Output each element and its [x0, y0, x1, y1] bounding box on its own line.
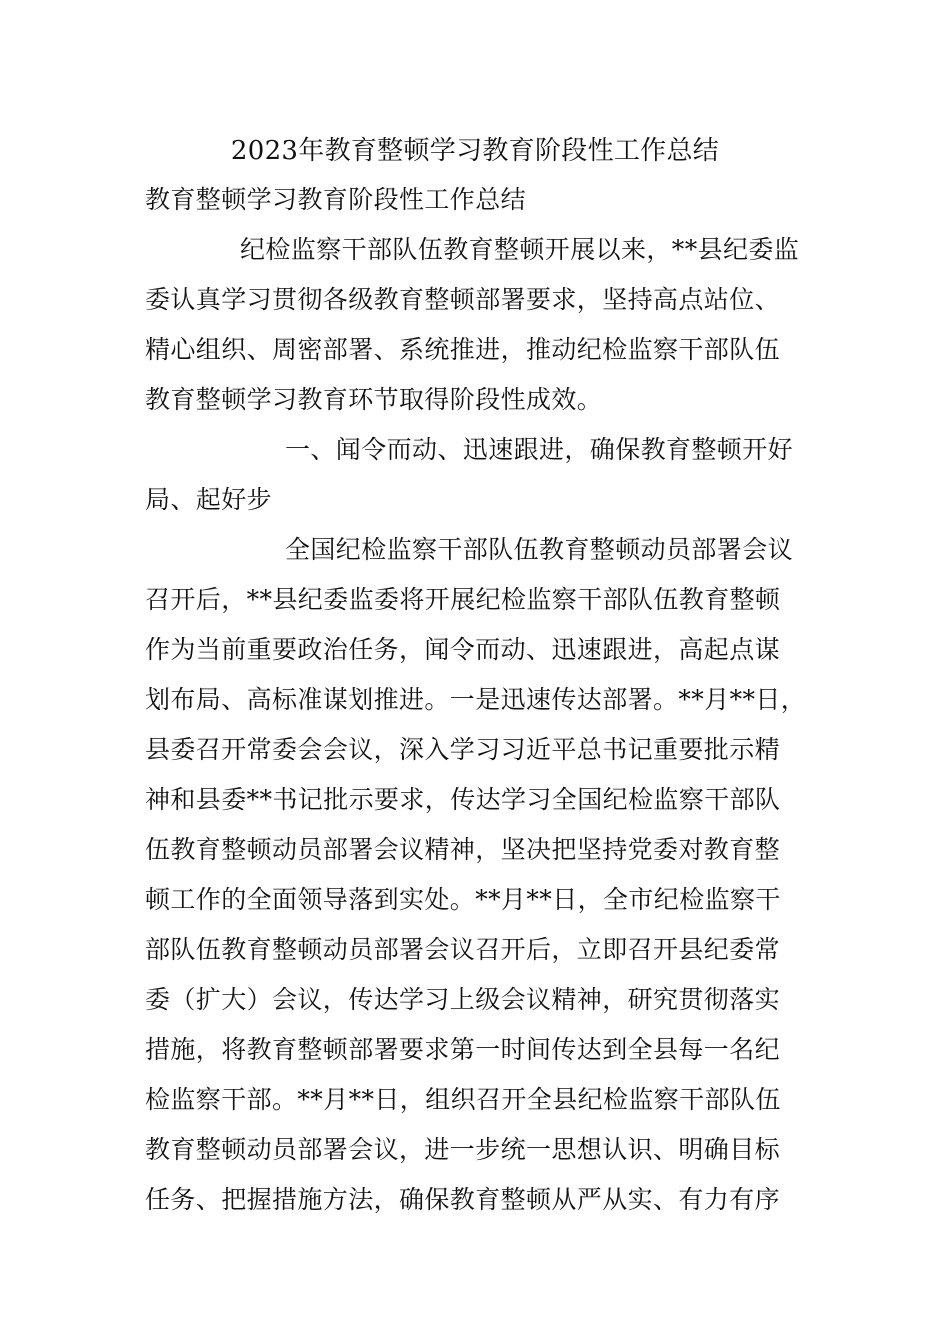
- document-title: 2023年教育整顿学习教育阶段性工作总结: [230, 136, 720, 166]
- heading-line: 一、闻令而动、迅速跟进，确保教育整顿开好: [285, 435, 794, 464]
- paragraph-line: 全国纪检监察干部队伍教育整顿动员部署会议: [285, 535, 794, 564]
- paragraph-line: 纪检监察干部队伍教育整顿开展以来，**县纪委监: [240, 235, 800, 264]
- paragraph-line: 任务、把握措施方法，确保教育整顿从严从实、有力有序: [145, 1185, 781, 1214]
- paragraph-line: 顿工作的全面领导落到实处。**月**日，全市纪检监察干: [145, 885, 781, 914]
- heading-line: 局、起好步: [145, 485, 273, 514]
- paragraph-line: 作为当前重要政治任务，闻令而动、迅速跟进，高起点谋: [145, 635, 781, 664]
- paragraph-line: 委认真学习贯彻各级教育整顿部署要求，坚持高点站位、: [145, 285, 781, 314]
- paragraph-line: 神和县委**书记批示要求，传达学习全国纪检监察干部队: [145, 785, 781, 814]
- paragraph-line: 教育整顿学习教育环节取得阶段性成效。: [145, 385, 603, 414]
- document-subtitle: 教育整顿学习教育阶段性工作总结: [145, 185, 527, 214]
- paragraph-line: 划布局、高标准谋划推进。一是迅速传达部署。**月**日，: [145, 685, 807, 714]
- paragraph-line: 召开后，**县纪委监委将开展纪检监察干部队伍教育整顿: [145, 585, 781, 614]
- paragraph-line: 伍教育整顿动员部署会议精神，坚决把坚持党委对教育整: [145, 835, 781, 864]
- paragraph-line: 精心组织、周密部署、系统推进，推动纪检监察干部队伍: [145, 335, 781, 364]
- paragraph-line: 措施，将教育整顿部署要求第一时间传达到全县每一名纪: [145, 1035, 781, 1064]
- paragraph-line: 委（扩大）会议，传达学习上级会议精神，研究贯彻落实: [145, 985, 781, 1014]
- paragraph-line: 检监察干部。**月**日，组织召开全县纪检监察干部队伍: [145, 1085, 781, 1114]
- paragraph-line: 县委召开常委会会议，深入学习习近平总书记重要批示精: [145, 735, 781, 764]
- paragraph-line: 教育整顿动员部署会议，进一步统一思想认识、明确目标: [145, 1135, 781, 1164]
- paragraph-line: 部队伍教育整顿动员部署会议召开后，立即召开县纪委常: [145, 935, 781, 964]
